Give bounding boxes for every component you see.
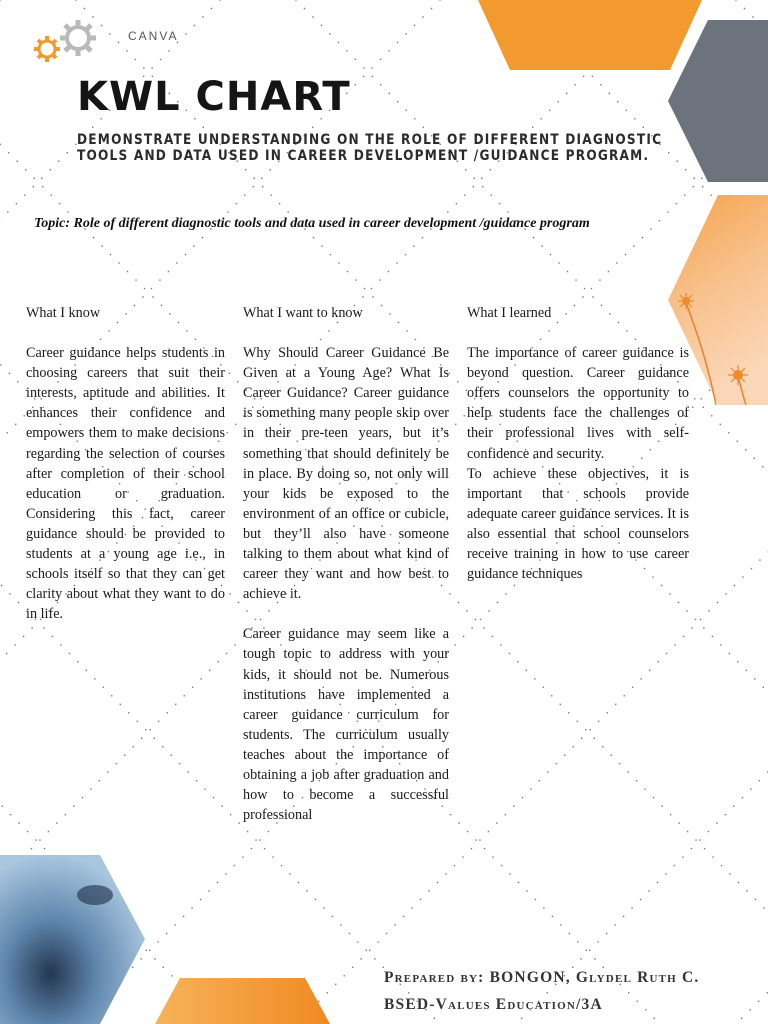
prepared-by-name: BONGON, Glydel Ruth C. [489, 969, 700, 986]
course-line: BSED-Values Education/3A [384, 996, 603, 1013]
blue-blur-hexagon [0, 855, 145, 1024]
topic-line: Topic: Role of different diagnostic tools and data used in career development /guidance program [34, 216, 590, 231]
column-paragraph: Career guidance helps students in choosing careers that suit their interests, aptitude and abilities. It enhances their confidence and empowers them to make decisions regarding the selection of courses after completion of their school education or graduation. Considering this fact, career guidance should be provided to students at a young age i.e., in schools itself so that they can get clarity about what they want to do in life. [26, 345, 225, 623]
page-subtitle: DEMONSTRATE UNDERSTANDING ON THE ROLE OF DIFFERENT DIAGNOSTIC TOOLS AND DATA USED IN CAREER DEVELOPMENT /GUIDANCE PROGRAM. [77, 132, 663, 164]
slate-hexagon-right [668, 20, 768, 182]
column-what-i-learned [467, 303, 689, 584]
column-paragraph: The importance of career guidance is beyond question. Career guidance offers counselors the opportunity to help students face the challenges of their professional lives with self-confidence and security. [467, 345, 689, 462]
column-heading: What I learned [467, 305, 552, 321]
prepared-by-label: Prepared by: [384, 969, 485, 986]
prepared-by-block [384, 964, 699, 1018]
orange-hexagon-bottom [155, 978, 330, 1024]
brand-label: CANVA [128, 29, 179, 43]
column-paragraph: Career guidance may seem like a tough topic to address with your kids, it should not be. Numerous institutions have implemented a career guidance curriculum for students. The curriculum usually teaches about the importance of obtaining a job after graduation and how to become a successful professional [243, 626, 449, 824]
column-paragraph: Why Should Career Guidance Be Given at a Young Age? What Is Career Guidance? Career guidance is something many people skip over in their pre-teen years, but it’s something that should definitely be in place. By doing so, not only will your kids be exposed to the environment of an office or cubicle, but they’ll also have someone talking to them about what kind of career they want and how best to achieve it. [243, 345, 449, 603]
column-heading: What I know [26, 305, 101, 321]
column-what-i-want-to-know [243, 303, 449, 825]
column-paragraph: To achieve these objectives, it is important that schools provide adequate career guidance services. It is also essential that school counselors receive training in how to use career guidance techniques [467, 465, 689, 583]
gear-icon [26, 12, 106, 72]
column-heading: What I want to know [243, 305, 363, 321]
column-what-i-know [26, 303, 225, 624]
page-title: KWL CHART [77, 74, 351, 120]
prepared-by-line [384, 964, 699, 991]
